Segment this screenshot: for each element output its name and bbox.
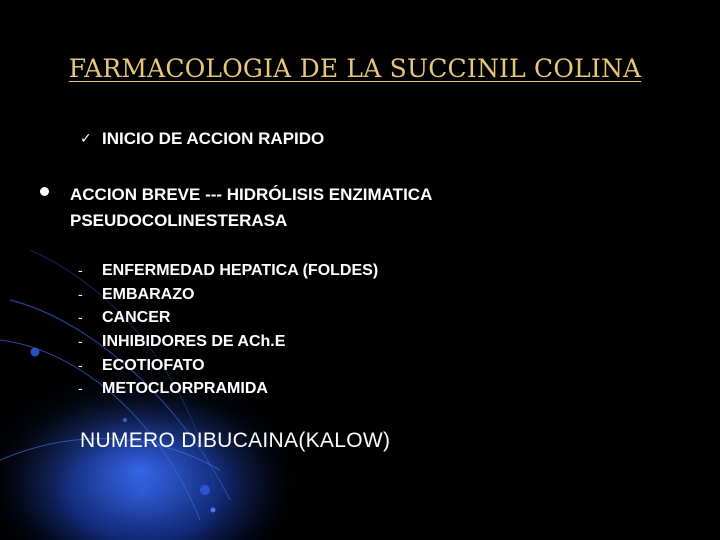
list-item-label: CANCER	[102, 309, 171, 327]
list-item-label: EMBARAZO	[102, 285, 195, 303]
point-accion-breve-line2: PSEUDOCOLINESTERASA	[70, 211, 288, 230]
point-dibucaina: NUMERO DIBUCAINA(KALOW)	[80, 429, 391, 452]
dash-icon: -	[78, 356, 83, 373]
dash-icon: -	[78, 285, 83, 302]
dash-icon: -	[78, 380, 83, 397]
point-inicio: INICIO DE ACCION RAPIDO	[102, 129, 325, 148]
list-item-label: ECOTIOFATO	[102, 356, 205, 374]
dash-icon: -	[78, 262, 83, 278]
check-icon: ✓	[80, 131, 92, 147]
dash-icon: -	[78, 333, 83, 350]
list-item-label: ENFERMEDAD HEPATICA (FOLDES)	[102, 262, 379, 279]
slide-title: FARMACOLOGIA DE LA SUCCINIL COLINA	[68, 54, 642, 83]
circle-bullet-icon	[40, 187, 49, 196]
point-accion-breve	[70, 182, 432, 234]
point-accion-breve-line1: ACCION BREVE --- HIDRÓLISIS ENZIMATICA	[70, 185, 433, 204]
dash-icon: -	[78, 309, 83, 326]
list-item-label: METOCLORPRAMIDA	[102, 380, 268, 398]
list-item-label: INHIBIDORES DE ACh.E	[102, 333, 286, 351]
